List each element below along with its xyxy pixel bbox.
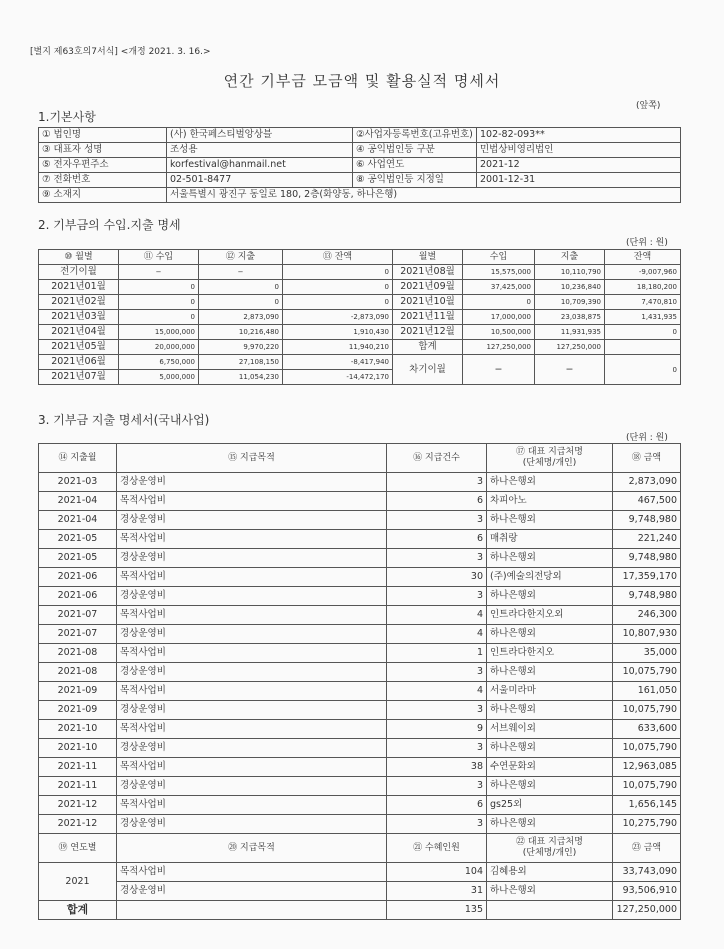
month-cell: 2021-11: [39, 758, 117, 777]
month-cell: 2021년01월: [39, 280, 119, 295]
address-value: 서울특별시 광진구 동일로 180, 2층(화양동, 하나은행): [167, 188, 681, 203]
payee-cell: 매취랑: [487, 530, 613, 549]
month-cell: 2021년02월: [39, 295, 119, 310]
count-cell: 6: [387, 492, 487, 511]
count-cell: 38: [387, 758, 487, 777]
expense-row: [39, 511, 681, 530]
info-label: ① 법인명: [39, 128, 167, 143]
column-header: ⑫ 지출: [199, 250, 283, 265]
column-header: ⑮ 지급목적: [117, 444, 387, 473]
column-header: 잔액: [605, 250, 681, 265]
payee-cell: gs25외: [487, 796, 613, 815]
payee-cell: 하나은행외: [487, 701, 613, 720]
amount-cell: 10,075,790: [613, 739, 681, 758]
month-cell: 2021년05월: [39, 340, 119, 355]
purpose-cell: 목적사업비: [117, 606, 387, 625]
month-cell: 2021-03: [39, 473, 117, 492]
payee-cell: 하나은행외: [487, 663, 613, 682]
monthly-row: [39, 280, 681, 295]
month-cell: 2021-10: [39, 739, 117, 758]
count-cell: 3: [387, 777, 487, 796]
info-row: [39, 158, 681, 173]
amount-cell: 161,050: [613, 682, 681, 701]
month-cell: 2021-06: [39, 568, 117, 587]
payee-cell: 하나은행외: [487, 777, 613, 796]
expense-cell: 2,873,090: [199, 310, 283, 325]
section3-title: 3. 기부금 지출 명세서(국내사업): [38, 413, 210, 427]
total-blank: [117, 901, 387, 920]
purpose-cell: 경상운영비: [117, 473, 387, 492]
expense-cell: 10,216,480: [199, 325, 283, 340]
column-header: ⑲ 연도별: [39, 834, 117, 863]
info-value: 조성용: [167, 143, 353, 158]
column-header: 월별: [393, 250, 463, 265]
section2-unit: (단위 : 원): [626, 238, 668, 248]
month-cell: 2021-05: [39, 549, 117, 568]
month-cell: 2021년12월: [393, 325, 463, 340]
purpose-cell: 경상운영비: [117, 511, 387, 530]
count-cell: 6: [387, 530, 487, 549]
column-header: ⑱ 금액: [613, 444, 681, 473]
monthly-row: [39, 265, 681, 280]
amount-cell: 9,748,980: [613, 511, 681, 530]
info-value: 02-501-8477: [167, 173, 353, 188]
expense-row: [39, 625, 681, 644]
income-cell: 0: [463, 295, 535, 310]
income-cell: 6,750,000: [119, 355, 199, 370]
expense-detail-table: [38, 443, 681, 920]
income-cell: 127,250,000: [463, 340, 535, 355]
expense-row: [39, 568, 681, 587]
count-cell: 6: [387, 796, 487, 815]
purpose-cell: 목적사업비: [117, 796, 387, 815]
expense-cell: 10,110,790: [535, 265, 605, 280]
payee-cell: 하나은행외: [487, 549, 613, 568]
monthly-row: [39, 340, 681, 355]
expense-cell: 127,250,000: [535, 340, 605, 355]
month-cell: 2021-11: [39, 777, 117, 796]
count-cell: 4: [387, 625, 487, 644]
amount-cell: 10,075,790: [613, 701, 681, 720]
expense-row: [39, 587, 681, 606]
year-cell: 2021: [39, 863, 117, 901]
month-cell: 2021-12: [39, 815, 117, 834]
expense-cell: 11,931,935: [535, 325, 605, 340]
month-cell: 2021-07: [39, 625, 117, 644]
info-value: 민법상비영리법인: [477, 143, 681, 158]
amount-cell: 221,240: [613, 530, 681, 549]
column-header: 지출: [535, 250, 605, 265]
info-value: (사) 한국페스티벌앙상블: [167, 128, 353, 143]
basic-info-table: [38, 127, 681, 203]
info-row: [39, 143, 681, 158]
month-cell: 2021년10월: [393, 295, 463, 310]
month-cell: 2021-04: [39, 492, 117, 511]
balance-cell: -8,417,940: [283, 355, 393, 370]
month-cell: 2021년06월: [39, 355, 119, 370]
payee-cell: 하나은행외: [487, 815, 613, 834]
payee-cell: 인트라다한지오외: [487, 606, 613, 625]
income-cell: 0: [119, 310, 199, 325]
monthly-row: [39, 325, 681, 340]
payee-cell: 차피아노: [487, 492, 613, 511]
payee-cell: 하나은행외: [487, 739, 613, 758]
expense-cell: 10,236,840: [535, 280, 605, 295]
amount-cell: 33,743,090: [613, 863, 681, 882]
info-row: [39, 128, 681, 143]
column-header: ⑯ 지급건수: [387, 444, 487, 473]
amount-cell: 17,359,170: [613, 568, 681, 587]
expense-cell: 11,054,230: [199, 370, 283, 385]
count-cell: 3: [387, 549, 487, 568]
count-cell: 3: [387, 739, 487, 758]
purpose-cell: 경상운영비: [117, 625, 387, 644]
payee-cell: 하나은행외: [487, 625, 613, 644]
expense-cell: 0: [199, 280, 283, 295]
info-label: ⑦ 전화번호: [39, 173, 167, 188]
purpose-cell: 경상운영비: [117, 549, 387, 568]
income-cell: 0: [119, 280, 199, 295]
month-cell: 2021년04월: [39, 325, 119, 340]
payee-cell: 하나은행외: [487, 511, 613, 530]
section3-unit: (단위 : 원): [626, 433, 668, 443]
purpose-cell: 경상운영비: [117, 701, 387, 720]
expense-row: [39, 815, 681, 834]
purpose-cell: 목적사업비: [117, 863, 387, 882]
purpose-cell: 목적사업비: [117, 644, 387, 663]
count-cell: 4: [387, 682, 487, 701]
column-header-line: (단체명/개인): [522, 848, 577, 858]
month-cell: 2021년07월: [39, 370, 119, 385]
payee-cell: 하나은행외: [487, 587, 613, 606]
summary-row: [39, 863, 681, 882]
expense-row: [39, 777, 681, 796]
purpose-cell: 목적사업비: [117, 530, 387, 549]
amount-cell: 633,600: [613, 720, 681, 739]
amount-cell: 9,748,980: [613, 587, 681, 606]
info-label: ⑧ 공익법인등 지정일: [353, 173, 477, 188]
monthly-row: [39, 355, 681, 370]
income-expense-table: [38, 249, 681, 385]
purpose-cell: 목적사업비: [117, 682, 387, 701]
total-amount: 127,250,000: [613, 901, 681, 920]
income-cell: 15,575,000: [463, 265, 535, 280]
carry-label: 차기이월: [393, 355, 463, 385]
expense-cell: 27,108,150: [199, 355, 283, 370]
month-cell: 2021-05: [39, 530, 117, 549]
section2-title: 2. 기부금의 수입.지출 명세: [38, 218, 181, 232]
column-header-line: (단체명/개인): [522, 458, 577, 468]
page-side-label: (앞쪽): [636, 101, 661, 111]
expense-cell: 23,038,875: [535, 310, 605, 325]
count-cell: 31: [387, 882, 487, 901]
balance-cell: 18,180,200: [605, 280, 681, 295]
income-cell: 0: [119, 295, 199, 310]
carry-expense: −: [535, 355, 605, 385]
carry-balance: 0: [605, 355, 681, 385]
count-cell: 1: [387, 644, 487, 663]
count-cell: 104: [387, 863, 487, 882]
payee-cell: 하나은행외: [487, 473, 613, 492]
payee-cell: (주)예술의전당외: [487, 568, 613, 587]
info-value: 102-82-093**: [477, 128, 681, 143]
amount-cell: 467,500: [613, 492, 681, 511]
month-cell: 2021-08: [39, 663, 117, 682]
amount-cell: 10,075,790: [613, 663, 681, 682]
month-cell: 2021-08: [39, 644, 117, 663]
amount-cell: 1,656,145: [613, 796, 681, 815]
info-label: ③ 대표자 성명: [39, 143, 167, 158]
count-cell: 30: [387, 568, 487, 587]
purpose-cell: 경상운영비: [117, 777, 387, 796]
balance-cell: -2,873,090: [283, 310, 393, 325]
expense-row: [39, 644, 681, 663]
payee-cell: 수연문화외: [487, 758, 613, 777]
balance-cell: -14,472,170: [283, 370, 393, 385]
month-cell: 2021-09: [39, 701, 117, 720]
balance-cell: [605, 340, 681, 355]
month-cell: 2021년09월: [393, 280, 463, 295]
column-header: ⑬ 잔액: [283, 250, 393, 265]
expense-cell: −: [199, 265, 283, 280]
month-cell: 전기이월: [39, 265, 119, 280]
summary-row: [39, 882, 681, 901]
balance-cell: 0: [283, 295, 393, 310]
expense-cell: 0: [199, 295, 283, 310]
payee-cell: 하나은행외: [487, 882, 613, 901]
purpose-cell: 경상운영비: [117, 587, 387, 606]
amount-cell: 93,506,910: [613, 882, 681, 901]
month-cell: 2021-10: [39, 720, 117, 739]
purpose-cell: 경상운영비: [117, 882, 387, 901]
info-value: 2021-12: [477, 158, 681, 173]
amount-cell: 9,748,980: [613, 549, 681, 568]
column-header-line: ㉒ 대표 지급처명: [516, 837, 583, 847]
expense-row: [39, 663, 681, 682]
column-header: ㉓ 금액: [613, 834, 681, 863]
monthly-row: [39, 310, 681, 325]
purpose-cell: 목적사업비: [117, 568, 387, 587]
month-cell: 2021년03월: [39, 310, 119, 325]
balance-cell: 1,431,935: [605, 310, 681, 325]
month-cell: 2021년08월: [393, 265, 463, 280]
income-cell: 5,000,000: [119, 370, 199, 385]
expense-cell: 10,709,390: [535, 295, 605, 310]
count-cell: 3: [387, 511, 487, 530]
payee-cell: 인트라다한지오: [487, 644, 613, 663]
month-cell: 2021-06: [39, 587, 117, 606]
count-cell: 9: [387, 720, 487, 739]
total-label: 합계: [39, 901, 117, 920]
expense-row: [39, 492, 681, 511]
column-header: ⑪ 수입: [119, 250, 199, 265]
expense-row: [39, 682, 681, 701]
count-cell: 3: [387, 815, 487, 834]
expense-row: [39, 530, 681, 549]
purpose-cell: 경상운영비: [117, 663, 387, 682]
count-cell: 3: [387, 587, 487, 606]
expense-row: [39, 739, 681, 758]
monthly-row: [39, 295, 681, 310]
purpose-cell: 경상운영비: [117, 739, 387, 758]
payee-cell: 서울미라마: [487, 682, 613, 701]
column-header: ㉑ 수혜인원: [387, 834, 487, 863]
total-count: 135: [387, 901, 487, 920]
info-label: ⑥ 사업연도: [353, 158, 477, 173]
info-label: ⑤ 전자우편주소: [39, 158, 167, 173]
info-label: ②사업자등록번호(고유번호): [353, 128, 477, 143]
amount-cell: 10,075,790: [613, 777, 681, 796]
amount-cell: 35,000: [613, 644, 681, 663]
purpose-cell: 목적사업비: [117, 492, 387, 511]
info-value: 2001-12-31: [477, 173, 681, 188]
month-cell: 2021-09: [39, 682, 117, 701]
expense-row: [39, 758, 681, 777]
count-cell: 3: [387, 701, 487, 720]
carry-income: −: [463, 355, 535, 385]
income-cell: 10,500,000: [463, 325, 535, 340]
expense-row: [39, 720, 681, 739]
column-header: 수입: [463, 250, 535, 265]
amount-cell: 10,275,790: [613, 815, 681, 834]
expense-row: [39, 549, 681, 568]
month-cell: 합계: [393, 340, 463, 355]
income-cell: 20,000,000: [119, 340, 199, 355]
expense-row: [39, 606, 681, 625]
income-cell: −: [119, 265, 199, 280]
income-cell: 37,425,000: [463, 280, 535, 295]
info-label: ④ 공익법인등 구분: [353, 143, 477, 158]
month-cell: 2021년11월: [393, 310, 463, 325]
section1-title: 1.기본사항: [38, 110, 96, 124]
expense-row: [39, 796, 681, 815]
count-cell: 3: [387, 473, 487, 492]
balance-cell: 1,910,430: [283, 325, 393, 340]
income-cell: 15,000,000: [119, 325, 199, 340]
balance-cell: 0: [605, 325, 681, 340]
expense-cell: 9,970,220: [199, 340, 283, 355]
column-header: [487, 834, 613, 863]
balance-cell: -9,007,960: [605, 265, 681, 280]
expense-row: [39, 701, 681, 720]
purpose-cell: 경상운영비: [117, 815, 387, 834]
address-label: ⑨ 소재지: [39, 188, 167, 203]
payee-cell: 김혜용외: [487, 863, 613, 882]
amount-cell: 246,300: [613, 606, 681, 625]
info-value: korfestival@hanmail.net: [167, 158, 353, 173]
column-header: ⑩ 월별: [39, 250, 119, 265]
month-cell: 2021-04: [39, 511, 117, 530]
income-cell: 17,000,000: [463, 310, 535, 325]
expense-row: [39, 473, 681, 492]
purpose-cell: 목적사업비: [117, 720, 387, 739]
page-title: 연간 기부금 모금액 및 활용실적 명세서: [223, 72, 501, 90]
count-cell: 4: [387, 606, 487, 625]
balance-cell: 7,470,810: [605, 295, 681, 310]
column-header: ⑭ 지출월: [39, 444, 117, 473]
amount-cell: 12,963,085: [613, 758, 681, 777]
count-cell: 3: [387, 663, 487, 682]
amount-cell: 10,807,930: [613, 625, 681, 644]
info-row: [39, 173, 681, 188]
form-id: [별지 제63호의7서식] <개정 2021. 3. 16.>: [30, 47, 211, 57]
column-header: [487, 444, 613, 473]
column-header: ⑳ 지급목적: [117, 834, 387, 863]
amount-cell: 2,873,090: [613, 473, 681, 492]
column-header-line: ⑰ 대표 지급처명: [516, 447, 583, 457]
month-cell: 2021-12: [39, 796, 117, 815]
payee-cell: 서브웨이외: [487, 720, 613, 739]
balance-cell: 11,940,210: [283, 340, 393, 355]
balance-cell: 0: [283, 280, 393, 295]
month-cell: 2021-07: [39, 606, 117, 625]
purpose-cell: 목적사업비: [117, 758, 387, 777]
balance-cell: 0: [283, 265, 393, 280]
total-row: [39, 901, 681, 920]
total-blank: [487, 901, 613, 920]
